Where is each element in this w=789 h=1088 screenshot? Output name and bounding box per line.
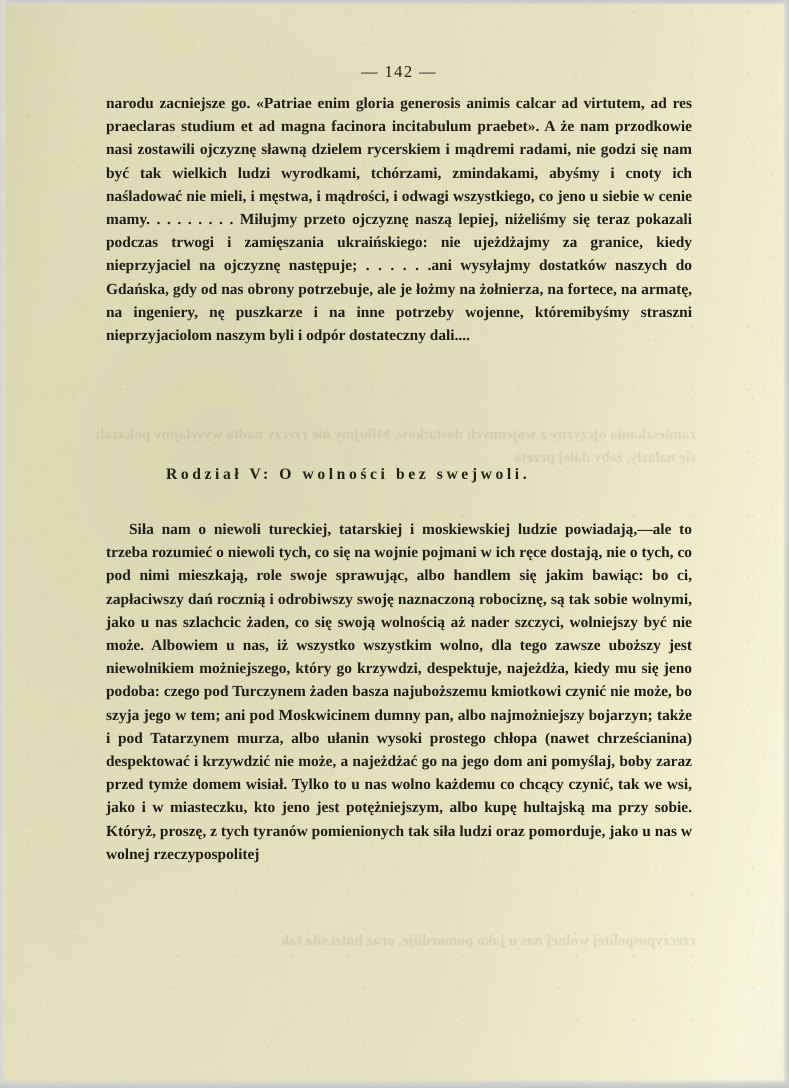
scan-edge-top [0,0,789,5]
scan-edge-bottom [0,1079,789,1088]
scan-edge-left [0,0,7,1088]
chapter-heading: Rodział V: O wolności bez swejwoli. [166,466,531,483]
scan-edge-right [783,0,789,1088]
paragraph-continuation: narodu zacniejsze go. «Patriae enim gloria generosis animis calcar ad virtutem, ad res praeclaras studium et ad magna facinora incitabulum praebet». A że nam przodkowie nasi zostawili ojczyznę sławną dzielem rycerskiem i mądremi radami, nie godzi się nam być tak wielkich ludzi wyrodkami, tchórzami, zmindakami, abyśmy i cnoty ich naśladować nie mieli, i męstwa, i mądrości, i odwagi wszystkiego, co jeno u siebie w cenie mamy. . . . . . . . . Miłujmy przeto ojczyznę naszą lepiej, niżeliśmy się teraz pokazali podczas trwogi i zamięszania ukraińskiego: nie ujeżdżajmy za granice, kiedy nieprzyjaciel na ojczyznę następuje; . . . . . .ani wysyłajmy dostatków naszych do Gdańska, gdy od nas obrony potrzebuje, ale je łożmy na żołnierza, na fortece, na armatę, na ingeniery, nę puszkarze i na inne potrzeby wojenne, któremibyśmy straszni nieprzyjaciolom naszym byli i odpór dostateczny dali.... [106,95,692,345]
chapter-body-paragraph: Siła nam o niewoli tureckiej, tatarskiej i moskiewskiej ludzie powiadają,—ale to trzeba rozumieć o niewoli tych, co się na wojnie pojmani w ich ręce dostają, nie o tych, co pod nimi mieszkają, role swoje sprawując, albo handlem się jakim bawiąc: bo ci, zapłaciwszy dań rocznią i odrobiwszy swoję naznaczoną robociznę, są tak sobie wolnymi, jako u nas szlachcic żaden, co się swoją wolnością aż nader szczyci, wolniejszy być nie może. Albowiem u nas, iż wszystko wszystkim wolno, dla tego zawsze uboższy jest niewolnikiem możniejszego, który go krzywdzi, despektuje, najeżdża, kiedy mu się jeno podoba: czego pod Turczynem żaden basza najuboższemu kmiotkowi czynić nie może, bo szyja jego w tem; ani pod Moskwicinem dumny pan, albo najmożniejszy bojarzyn; także i pod Tatarzynem murza, albo ułanin wysoki prostego chłopa (nawet chrześcianina) despektować i krzywdzić nie może, a najeżdżać go na jego dom ani pomyślaj, boby zaraz przed tymże domem wisiał. Tylko to u nas wolno każdemu co chcący czynić, tak we wsi, jako i w miasteczku, kto jeno jest potężniejszym, albo kupę hultajską ma przy sobie. Któryż, proszę, z tych tyranów pomienionych tak siła ludzi oraz pomorduje, jako u nas w wolnej rzeczypospolitej [106,521,692,863]
page-number: — 142 — [361,62,437,81]
